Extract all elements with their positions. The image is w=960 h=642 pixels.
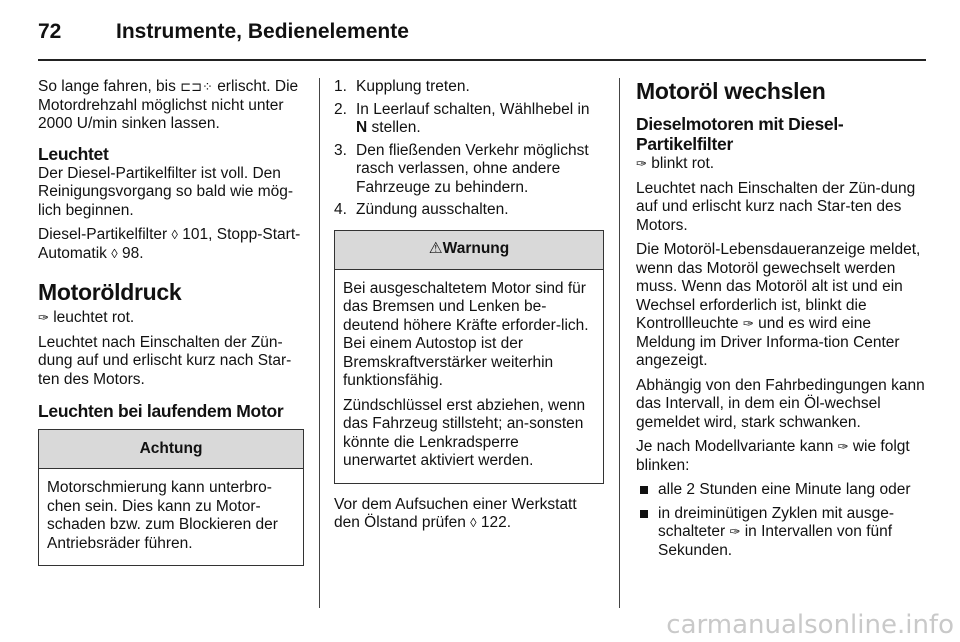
oil-can-icon: ✑ [837, 439, 849, 454]
blink-pattern-list [636, 481, 926, 560]
list-item: 1. Kupplung treten. [334, 78, 470, 95]
column-1 [38, 78, 304, 566]
oildruck-status: ✑ leuchtet rot. [38, 309, 135, 326]
paragraph: Leuchtet nach Einschalten der Zün-dung auf und erlischt kurz nach Star-ten des Motors. [636, 179, 916, 234]
steps-list [334, 78, 604, 220]
achtung-text: Motorschmierung kann unterbro-chen sein. Dies kann zu Motor-schaden bzw. zum Blockieren der Antriebsräder führen. [47, 479, 278, 552]
achtung-box [38, 429, 304, 566]
page-number: 72 [38, 20, 62, 43]
laufend-heading: Leuchten bei laufendem Motor [38, 401, 284, 421]
list-item: in dreiminütigen Zyklen mit ausge-schalteter ✑ in Intervallen von fünf Sekunden. [636, 505, 926, 561]
list-item: alle 2 Stunden eine Minute lang oder [636, 481, 926, 500]
header-rule [38, 59, 926, 61]
column-divider [619, 78, 620, 608]
intro-paragraph: So lange fahren, bis ⊏⊐⁘ erlischt. Die Motordrehzahl möglichst nicht unter 2000 U/min sinken lassen. [38, 78, 299, 132]
leuchtet-text: Der Diesel-Partikelfilter ist voll. Den Reinigungsvorgang so bald wie mög-lich beginnen. [38, 164, 294, 219]
oil-change-heading: Motoröl wechslen [636, 78, 826, 104]
achtung-title: Achtung [39, 430, 303, 469]
reference-arrow-icon: ◊ [171, 227, 178, 242]
reference-arrow-icon: ◊ [111, 245, 118, 261]
warnung-box [334, 230, 604, 484]
warnung-title: Warnung [442, 240, 510, 258]
list-item: 4. Zündung ausschalten. [334, 201, 509, 218]
particle-filter-icon: ⊏⊐⁘ [180, 79, 213, 94]
reference-paragraph: Diesel-Partikelfilter ◊ 101, Stopp-Start-Automatik ◊ 98. [38, 226, 301, 262]
blink-status: ✑ blinkt rot. [636, 155, 715, 172]
column-3 [636, 78, 926, 565]
oil-can-icon: ✑ [38, 310, 49, 325]
list-item: 3. Den fließenden Verkehr möglichst rasch verlassen, ohne andere Fahrzeuge zu behindern. [334, 141, 589, 196]
oildruck-text: Leuchtet nach Einschalten der Zün-dung auf und erlischt kurz nach Star-ten des Motors. [38, 333, 292, 388]
column-divider [319, 78, 320, 608]
oildruck-heading: Motoröldruck [38, 279, 182, 305]
paragraph: Abhängig von den Fahrbedingungen kann das Intervall, in dem ein Öl-wechsel gemeldet wird, stark schwanken. [636, 376, 925, 431]
leuchtet-heading: Leuchtet [38, 143, 109, 164]
warning-icon: ⚠ [428, 240, 443, 258]
reference-arrow-icon: ◊ [470, 515, 477, 530]
warnung-text-2: Zündschlüssel erst abziehen, wenn das Fahrzeug stillsteht; an-sonsten könnte die Lenkradsperre unerwartet aktiviert werden. [343, 396, 586, 469]
list-item: 2. In Leerlauf schalten, Wählhebel in N stellen. [334, 100, 590, 136]
warnung-text-1: Bei ausgeschaltetem Motor sind für das Bremsen und Lenken be-deutend höhere Kräfte erforder-lich. Bei einem Autostop ist der Bremskraftverstärker weiterhin funktionsfähig. [343, 279, 589, 389]
oil-can-icon: ✑ [636, 156, 647, 171]
column-2 [334, 78, 604, 539]
watermark: carmanualsonline.info [666, 610, 954, 640]
paragraph: Die Motoröl-Lebensdaueranzeige meldet, wenn das Motoröl gewechselt werden muss. Wenn das Motoröl alt ist und ein Wechsel erforderlich ist, blinkt die Kontrollleuchte ✑ und es wird eine Meldung im Driver Informa-tion Center angezeigt. [636, 241, 921, 369]
diesel-subheading: Dieselmotoren mit Diesel-Partikelfilter [636, 114, 844, 154]
oil-can-icon: ✑ [742, 316, 754, 331]
oil-check-paragraph: Vor dem Aufsuchen einer Werkstatt den Ölstand prüfen ◊ 122. [334, 495, 577, 531]
paragraph: Je nach Modellvariante kann ✑ wie folgt blinken: [636, 438, 910, 474]
page-title: Instrumente, Bedienelemente [116, 20, 409, 43]
oil-can-icon: ✑ [729, 524, 741, 539]
